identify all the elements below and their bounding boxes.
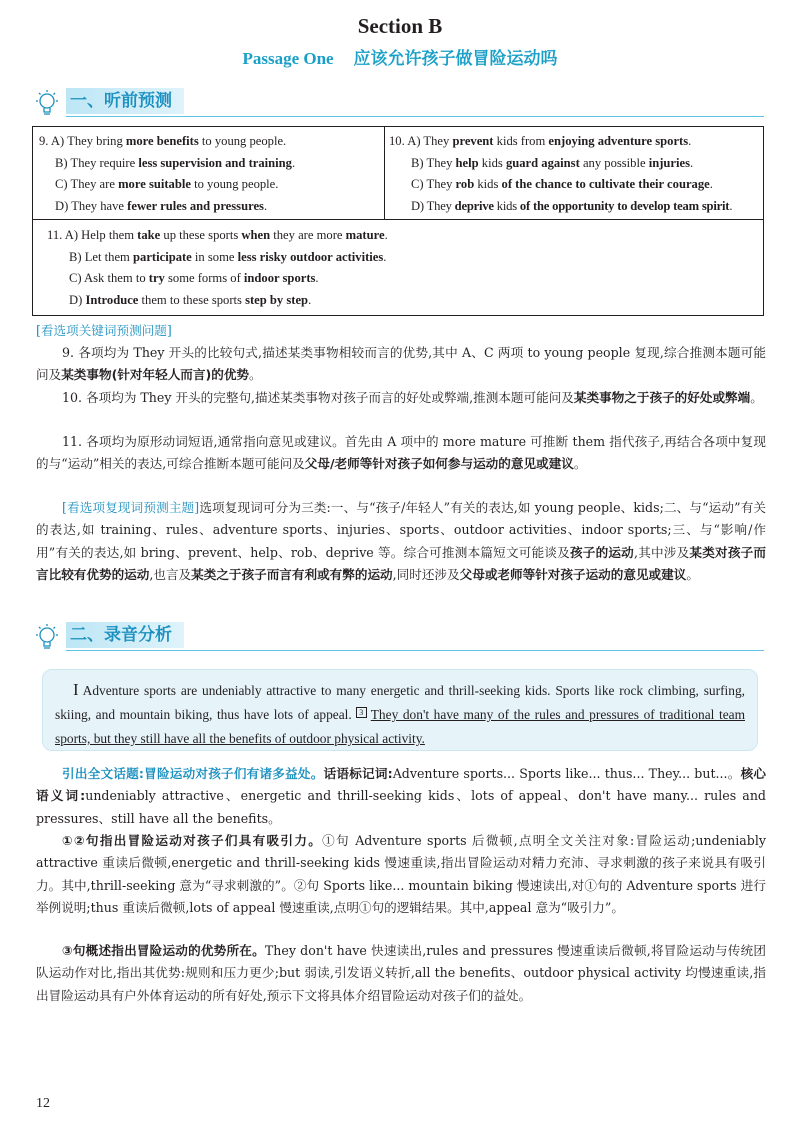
table-divider-horizontal [33,219,763,220]
predict-q10: 10. 各项均为 They 开头的完整句,描述某类事物对孩子而言的好处或弊端,推测本题可能问及某类事物之于孩子的好处或弊端。 [62,390,763,405]
q11-option-a: 11. A) Help them take up these sports when they are more mature. [47,228,388,242]
q10-option-a: 10. A) They prevent kids from enjoying adventure sports. [389,134,692,148]
predict-theme: [看选项复现词预测主题]选项复现词可分为三类:一、与“孩子/年轻人”有关的表达,如 young people、kids;二、与“运动”有关的表达,如 training、rules、adventure sports、injuries、sports、outdoor activities、indoor sports;三、与“影响/作用”有关的表达,如 bring、prevent、help、rob、deprive 等。综合可推测本篇短文可能谈及孩子的运动,其中涉及某类对孩子而言比较有优势的运动,也言及某类之于孩子而言有利或有弊的运动,同时还涉及父母或老师等针对孩子运动的意见或建议。 [36,500,767,582]
q11-option-c: C) Ask them to try some forms of indoor sports. [69,271,319,285]
section-title: Section B [357,14,443,38]
lightbulb-icon [32,88,62,118]
passage-label: Passage One [242,49,334,68]
sentence-marker: 3 [356,707,367,718]
q10-option-c: C) They rob kids of the chance to cultivate their courage. [411,177,713,191]
question-9 [39,131,295,217]
predict-q11: 11. 各项均为原形动词短语,通常指向意见或建议。首先由 A 项中的 more mature 可推断 them 指代孩子,再结合各项中复现的与“运动”相关的表达,可综合推断本题可能问及父母/老师等针对孩子如何参与运动的意见或建议。 [36,434,766,472]
q11-option-d: D) Introduce them to these sports step by step. [69,292,312,307]
section-label: 一、听前预测 [66,88,184,114]
paragraph-number: I [73,680,79,699]
section-rule [66,650,764,651]
question-11 [47,225,388,311]
section-header-audio-analysis [32,620,764,654]
transcript-box [42,669,758,751]
question-10 [389,131,732,217]
question-table [32,126,764,316]
q9-option-d: D) They have fewer rules and pressures. [55,198,268,213]
predict-q9: 9. 各项均为 They 开头的比较句式,描述某类事物相较而言的优势,其中 A、C 两项 to young people 复现,综合推测本题可能问及某类事物(针对年轻人而言)的优势。 [36,345,766,383]
page-number: 12 [36,1096,50,1111]
section-label: 二、录音分析 [66,622,184,648]
analysis-sentence-3: ③句概述指出冒险运动的优势所在。They don't have 快速读出,rules and pressures 慢速重读后微顿,将冒险运动与传统团队运动作对比,指出其优势:规则和压力更少;but 弱读,引发语义转折,all the benefits、outdoor physical activity 均慢速重读,指出冒险运动具有户外体育运动的所有好处,预示下文将具体介绍冒险运动对孩子们的益处。 [36,943,766,1003]
q10-option-d: D) They deprive kids of the opportunity to develop team spirit. [411,198,733,213]
transcript-text: Adventure sports are undeniably attractive to many energetic and thrill-seeking kids. Sports like rock climbing, surfing, skiing, and mountain biking, thus have lots of appeal. [55,683,745,722]
analysis-intro: 引出全文话题:冒险运动对孩子们有诸多益处。话语标记词:Adventure sports... Sports like... thus... They... but...。核心语义词:undeniably attractive、energetic and thrill-seeking kids、lots of appeal、don't have many... rules and pressures、still have all the benefits。 [36,766,767,826]
q10-option-b: B) They help kids guard against any possible injuries. [411,155,694,170]
lightbulb-icon [32,622,62,652]
section-header-prelisten [32,86,764,120]
q9-option-a: 9. A) They bring more benefits to young people. [39,134,287,148]
transcript-underlined: They don't have many of the rules and pressures of traditional team sports, but they still have all the benefits of outdoor physical activity. [55,707,745,746]
analysis-sentences-1-2: ①②句指出冒险运动对孩子们具有吸引力。①句 Adventure sports 后微顿,点明全文关注对象:冒险运动;undeniably attractive 重读后微顿,energetic and thrill-seeking kids 慢速重读,指出冒险运动对精力充沛、寻求刺激的孩子来说具有吸引力。其中,thrill-seeking 意为“寻求刺激的”。②句 Sports like... mountain biking 慢速读出,对①句的 Adventure sports 进行举例说明;thus 重读后微顿,lots of appeal 慢速重读,点明①句的逻辑结果。其中,appeal 意为“吸引力”。 [36,833,767,915]
q9-option-b: B) They require less supervision and training. [55,155,296,170]
table-divider-vertical [384,127,385,219]
q9-option-c: C) They are more suitable to young people. [55,177,279,191]
q11-option-b: B) Let them participate in some less risky outdoor activities. [69,249,387,264]
section-rule [66,116,764,117]
passage-title: 应该允许孩子做冒险运动吗 [353,49,558,69]
predict-tag-keywords: [看选项关键词预测问题] [36,323,172,338]
passage-heading [0,44,800,69]
